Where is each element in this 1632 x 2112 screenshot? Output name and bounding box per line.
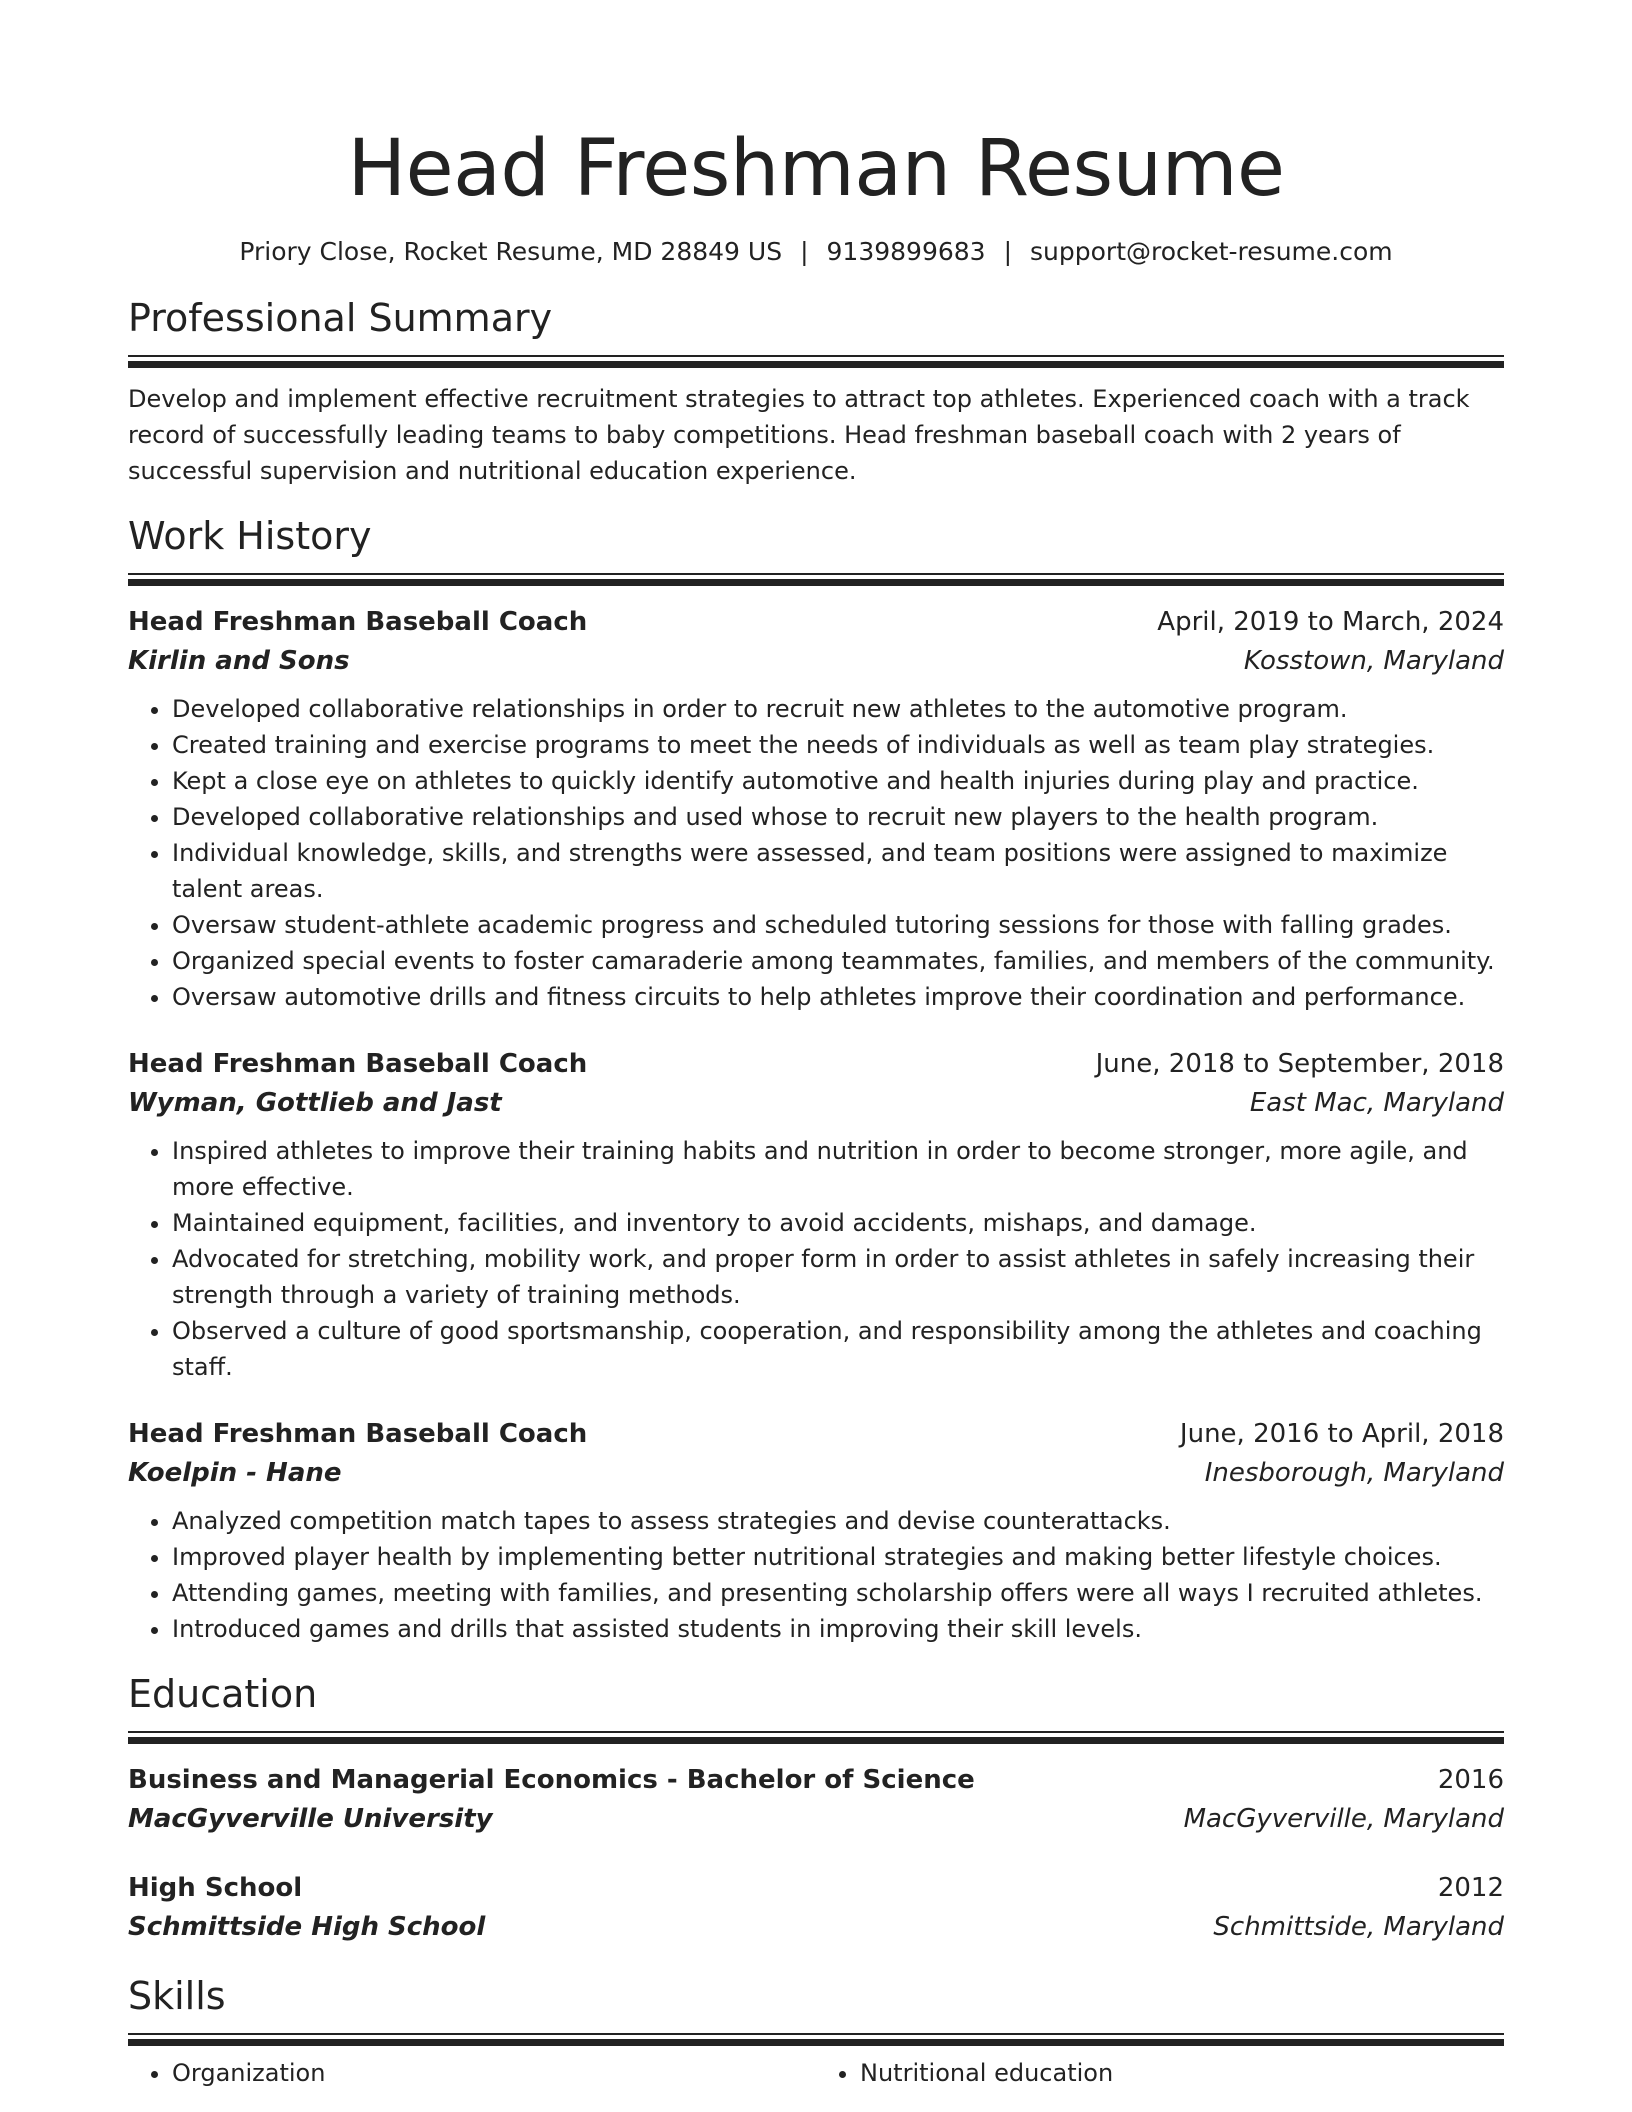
job-dates: June, 2018 to September, 2018: [1095, 1049, 1504, 1079]
section-title-education: Education: [128, 1672, 318, 1716]
bullet-item: • Observed a culture of good sportsmanship, cooperation, and responsibility among the athletes and coaching staff.: [172, 1313, 1504, 1385]
bullet-item: • Improved player health by implementing better nutritional strategies and making better lifestyle choices.: [172, 1539, 1504, 1575]
section-title-summary: Professional Summary: [128, 296, 553, 340]
education-year: 2016: [1437, 1765, 1504, 1795]
education-entry: [128, 1761, 1504, 1839]
bullet-item: • Inspired athletes to improve their training habits and nutrition in order to become stronger, more agile, and more effective.: [172, 1133, 1504, 1205]
job-company: Wyman, Gottlieb and Jast: [128, 1088, 502, 1118]
bullet-item: • Individual knowledge, skills, and strengths were assessed, and team positions were assigned to maximize talent areas.: [172, 835, 1504, 907]
job-title: Head Freshman Baseball Coach: [128, 1049, 588, 1079]
job-bullets: [128, 1133, 1504, 1385]
bullet-item: • Maintained equipment, facilities, and inventory to avoid accidents, mishaps, and damage.: [172, 1205, 1504, 1241]
education-entry: [128, 1869, 1504, 1947]
resume-page: [128, 0, 1504, 2091]
job-entry: [128, 1415, 1504, 1647]
section-title-work: Work History: [128, 514, 372, 558]
bullet-item: • Oversaw automotive drills and fitness circuits to help athletes improve their coordination and performance.: [172, 979, 1504, 1015]
job-dates: April, 2019 to March, 2024: [1157, 607, 1504, 637]
bullet-item: • Developed collaborative relationships in order to recruit new athletes to the automotive program.: [172, 691, 1504, 727]
education-year: 2012: [1437, 1873, 1504, 1903]
job-title: Head Freshman Baseball Coach: [128, 607, 588, 637]
bullet-item: • Organized special events to foster camaraderie among teammates, families, and members of the community.: [172, 943, 1504, 979]
education-section: [128, 1671, 1504, 1947]
job-company: Koelpin - Hane: [128, 1458, 342, 1488]
contact-phone: 9139899683: [826, 237, 986, 266]
job-company: Kirlin and Sons: [128, 646, 350, 676]
education-degree: Business and Managerial Economics - Bachelor of Science: [128, 1765, 975, 1795]
bullet-item: • Kept a close eye on athletes to quickly identify automotive and health injuries during play and practice.: [172, 763, 1504, 799]
bullet-item: • Attending games, meeting with families, and presenting scholarship offers were all ways I recruited athletes.: [172, 1575, 1504, 1611]
education-location: MacGyverville, Maryland: [1183, 1804, 1504, 1834]
contact-line: [128, 235, 1504, 269]
contact-separator: |: [800, 237, 809, 266]
section-divider: [128, 1731, 1504, 1745]
education-degree: High School: [128, 1873, 303, 1903]
section-title-skills: Skills: [128, 1974, 226, 2018]
work-section: [128, 513, 1504, 1647]
skill-item: • Organization: [172, 2055, 816, 2091]
job-entry: [128, 1045, 1504, 1385]
job-location: East Mac, Maryland: [1249, 1088, 1504, 1118]
job-location: Kosstown, Maryland: [1243, 646, 1504, 676]
skills-section: [128, 1973, 1504, 2091]
skill-item: • Nutritional education: [860, 2055, 1504, 2091]
bullet-item: • Created training and exercise programs to meet the needs of individuals as well as team play strategies.: [172, 727, 1504, 763]
section-divider: [128, 2033, 1504, 2047]
job-location: Inesborough, Maryland: [1204, 1458, 1504, 1488]
contact-separator: |: [1003, 237, 1013, 266]
job-entry: [128, 603, 1504, 1015]
education-school: MacGyverville University: [128, 1804, 493, 1834]
job-bullets: [128, 1503, 1504, 1647]
resume-name: Head Freshman Resume: [347, 124, 1285, 214]
job-bullets: [128, 691, 1504, 1015]
education-school: Schmittside High School: [128, 1912, 486, 1942]
section-divider: [128, 573, 1504, 587]
skills-list-left: [128, 2055, 816, 2091]
job-dates: June, 2016 to April, 2018: [1179, 1419, 1504, 1449]
education-location: Schmittside, Maryland: [1213, 1912, 1504, 1942]
skills-columns: [128, 2047, 1504, 2091]
skills-list-right: [816, 2055, 1504, 2091]
summary-section: [128, 295, 1504, 489]
contact-address: Priory Close, Rocket Resume, MD 28849 US: [239, 237, 783, 266]
job-title: Head Freshman Baseball Coach: [128, 1419, 588, 1449]
section-divider: [128, 355, 1504, 369]
summary-text: Develop and implement effective recruitment strategies to attract top athletes. Experienced coach with a track record of successfully leading teams to baby competitions. Head freshman baseball coach with 2 years of successful supervision and nutritional education experience.: [128, 385, 1470, 485]
bullet-item: • Developed collaborative relationships and used whose to recruit new players to the health program.: [172, 799, 1504, 835]
contact-email: support@rocket-resume.com: [1030, 237, 1393, 266]
bullet-item: • Analyzed competition match tapes to assess strategies and devise counterattacks.: [172, 1503, 1504, 1539]
bullet-item: • Oversaw student-athlete academic progress and scheduled tutoring sessions for those with falling grades.: [172, 907, 1504, 943]
bullet-item: • Advocated for stretching, mobility work, and proper form in order to assist athletes in safely increasing their strength through a variety of training methods.: [172, 1241, 1504, 1313]
bullet-item: • Introduced games and drills that assisted students in improving their skill levels.: [172, 1611, 1504, 1647]
